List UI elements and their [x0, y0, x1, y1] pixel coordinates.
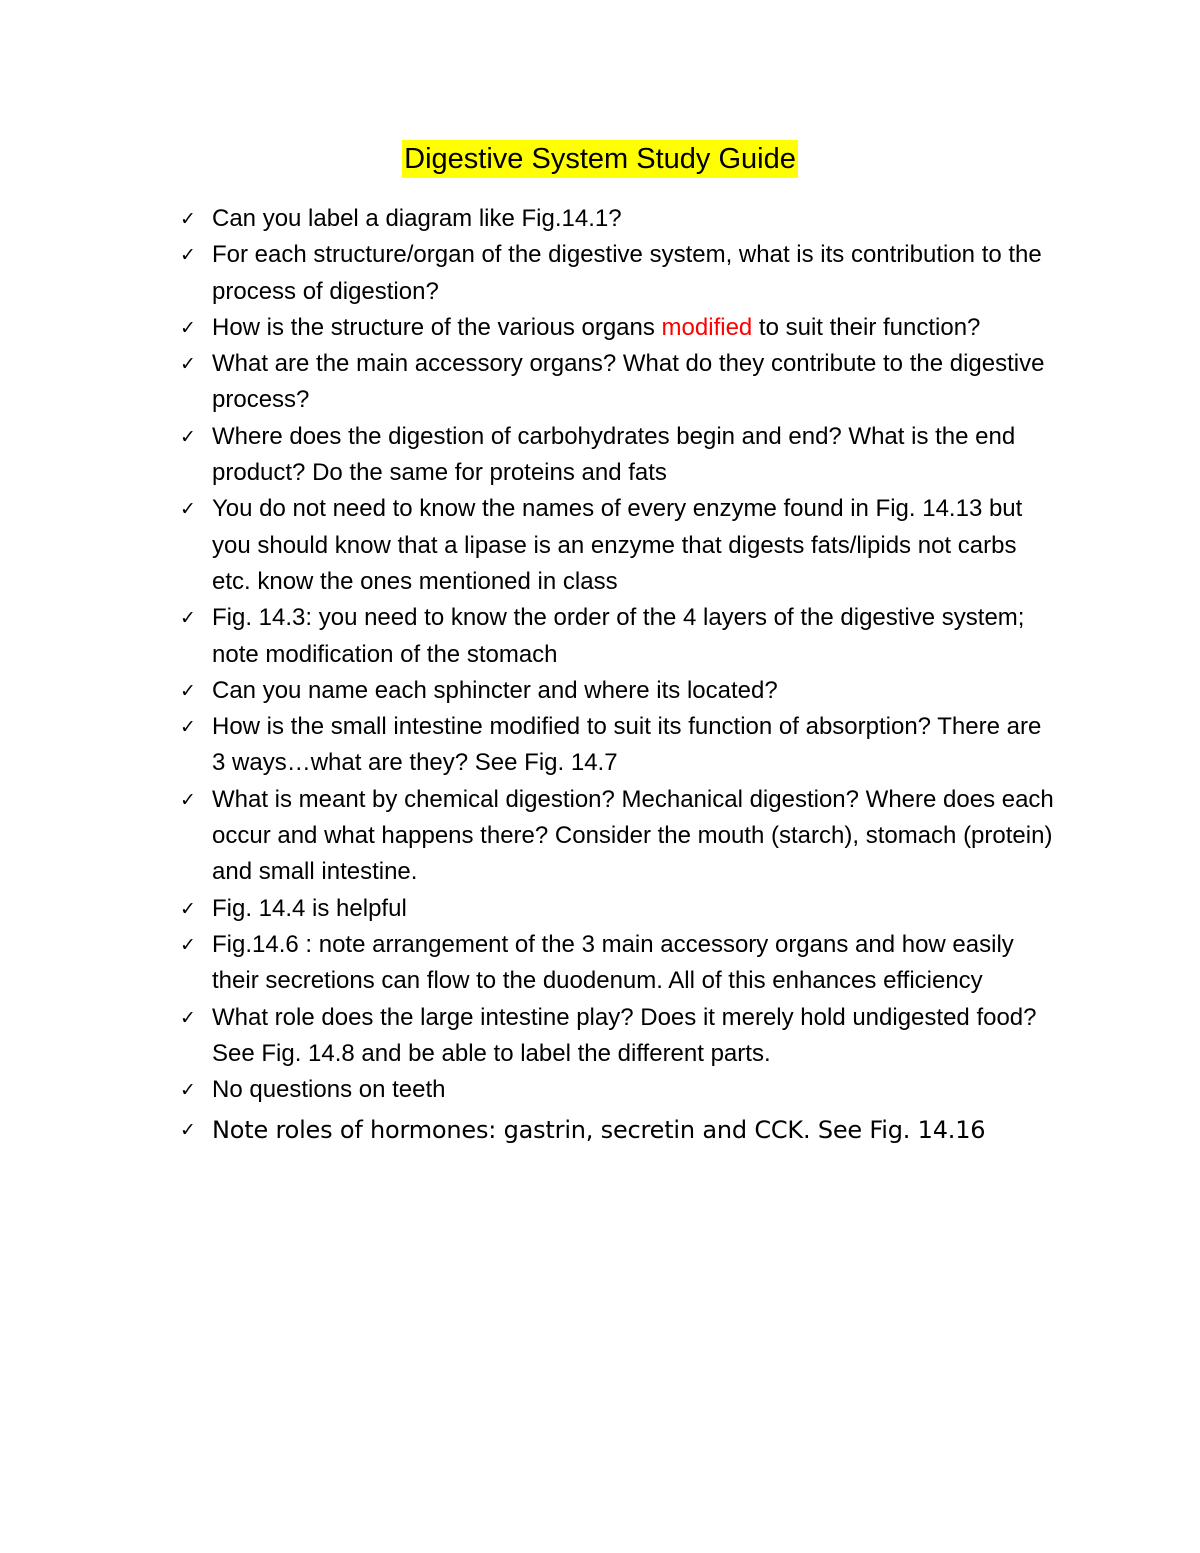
- list-item-text: What role does the large intestine play? Does it merely hold undigested food? See Fig. 14.8 and be able to label the different parts.: [212, 1003, 1037, 1067]
- list-item-text: Can you name each sphincter and where its located?: [212, 676, 778, 704]
- page-title: Digestive System Study Guide: [402, 140, 798, 178]
- list-item-text: No questions on teeth: [212, 1076, 446, 1104]
- list-item: [180, 927, 1060, 1000]
- checkmark-icon: ✓: [180, 716, 196, 739]
- list-item-text: What are the main accessory organs? What do they contribute to the digestive process?: [212, 350, 1045, 414]
- checkmark-icon: ✓: [180, 679, 196, 702]
- emphasized-word: modified: [661, 313, 753, 341]
- study-questions-list: [180, 201, 1060, 1150]
- list-item: [180, 709, 1060, 782]
- checkmark-icon: ✓: [180, 208, 196, 230]
- list-item-text: Fig.14.6 : note arrangement of the 3 main accessory organs and how easily their secretions can flow to the duodenum. All of this enhances efficiency: [212, 930, 1014, 995]
- list-item: [180, 346, 1060, 419]
- list-item: [180, 673, 1060, 709]
- checkmark-icon: ✓: [180, 1079, 196, 1102]
- list-item: [180, 782, 1060, 891]
- checkmark-icon: ✓: [180, 498, 196, 521]
- list-item: [180, 1000, 1060, 1073]
- list-item-text: Can you label a diagram like Fig.14.1?: [212, 205, 622, 232]
- list-item-text: Fig. 14.3: you need to know the order of the 4 layers of the digestive system; note modification of the stomach: [212, 604, 1025, 668]
- checkmark-icon: ✓: [180, 244, 196, 267]
- list-item: [180, 419, 1060, 492]
- list-item-text: You do not need to know the names of every enzyme found in Fig. 14.13 but you should know that a lipase is an enzyme that digests fats/lipids not carbs etc. know the ones mentioned in class: [212, 495, 1023, 595]
- list-item: [180, 1072, 1060, 1108]
- checkmark-icon: ✓: [180, 353, 196, 376]
- checkmark-icon: ✓: [180, 1119, 196, 1142]
- list-item: [180, 310, 1060, 346]
- checkmark-icon: ✓: [180, 897, 196, 920]
- checkmark-icon: ✓: [180, 788, 196, 811]
- list-item: [180, 891, 1060, 927]
- list-item-text-before: How is the structure of the various organs: [212, 313, 662, 341]
- list-item: [180, 201, 1060, 237]
- list-item: [180, 491, 1060, 600]
- checkmark-icon: ✓: [180, 1006, 196, 1029]
- list-item-text: [212, 314, 980, 341]
- checkmark-icon: ✓: [180, 607, 196, 630]
- list-item-text: How is the small intestine modified to suit its function of absorption? There are 3 ways…what are they? See Fig. 14.7: [212, 713, 1042, 777]
- list-item-text: For each structure/organ of the digestive system, what is its contribution to the process of digestion?: [212, 241, 1042, 305]
- checkmark-icon: ✓: [180, 933, 196, 956]
- title-container: [0, 140, 1200, 178]
- list-item-text: What is meant by chemical digestion? Mechanical digestion? Where does each occur and what happens there? Consider the mouth (starch), stomach (protein) and small intestine.: [212, 785, 1054, 886]
- list-item-text: Note roles of hormones: gastrin, secretin and CCK. See Fig. 14.16: [212, 1116, 986, 1145]
- checkmark-icon: ✓: [180, 316, 196, 339]
- list-item-text: Where does the digestion of carbohydrates begin and end? What is the end product? Do the same for proteins and fats: [212, 422, 1016, 487]
- list-item: [180, 600, 1060, 673]
- list-item: [180, 1110, 1060, 1150]
- checkmark-icon: ✓: [180, 425, 196, 448]
- list-item-text-after: to suit their function?: [752, 313, 981, 341]
- list-item: [180, 237, 1060, 310]
- list-item-text: Fig. 14.4 is helpful: [212, 894, 407, 922]
